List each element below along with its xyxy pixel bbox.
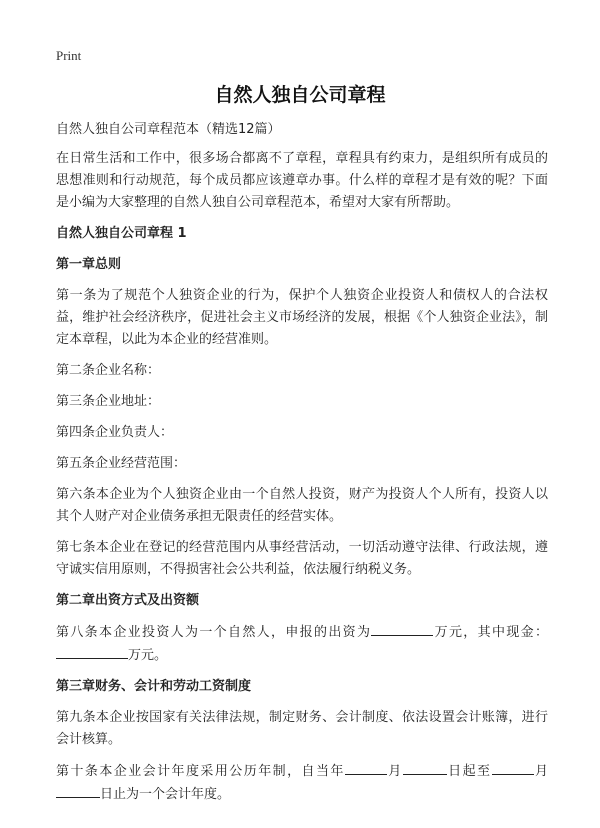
article-8-text-b: 万元，其中现金： xyxy=(433,625,548,640)
blank-line xyxy=(345,760,387,775)
article-10 xyxy=(56,760,548,806)
article-5: 第五条企业经营范围： xyxy=(56,456,187,471)
blank-line xyxy=(492,760,534,775)
page-title: 自然人独自公司章程 xyxy=(214,84,386,106)
article-10-text-d: 月 xyxy=(533,764,548,779)
document-body xyxy=(56,119,548,815)
article-9: 第九条本企业按国家有关法律法规，制定财务、会计制度、依法设置会计账簿，进行会计核算。 xyxy=(56,710,548,747)
intro-paragraph: 在日常生活和工作中，很多场合都离不了章程，章程具有约束力，是组织所有成员的思想准则和行动规范，每个成员都应该遵章办事。什么样的章程才是有效的呢？下面是小编为大家整理的自然人独自公司章程范本，希望对大家有所帮助。 xyxy=(56,151,548,210)
article-10-text-c: 日起至 xyxy=(446,764,492,779)
article-8-text-a: 第八条本企业投资人为一个自然人，申报的出资为 xyxy=(56,625,372,640)
article-10-text-e: 日止为一个会计年度。 xyxy=(100,787,231,802)
article-10-text-b: 月 xyxy=(386,764,403,779)
article-8-text-c: 万元。 xyxy=(128,648,168,663)
subtitle: 自然人独自公司章程范本（精选12篇） xyxy=(56,122,281,137)
article-6: 第六条本企业为个人独资企业由一个自然人投资，财产为投资人个人所有，投资人以其个人财产对企业债务承担无限责任的经营实体。 xyxy=(56,487,548,524)
article-1: 第一条为了规范个人独资企业的行为，保护个人独资企业投资人和债权人的合法权益，维护社会经济秩序，促进社会主义市场经济的发展，根据《个人独资企业法》，制定本章程，以此为本企业的经营准则。 xyxy=(56,288,548,347)
article-2: 第二条企业名称： xyxy=(56,363,161,378)
section-heading: 自然人独自公司章程 1 xyxy=(56,226,187,241)
blank-line xyxy=(403,760,447,775)
article-3: 第三条企业地址： xyxy=(56,394,161,409)
chapter-heading-1: 第一章总则 xyxy=(56,257,122,272)
print-link[interactable]: Print xyxy=(56,48,82,63)
chapter-heading-3: 第三章财务、会计和劳动工资制度 xyxy=(56,679,252,694)
article-4: 第四条企业负责人： xyxy=(56,425,174,440)
blank-line xyxy=(56,644,128,659)
blank-line xyxy=(56,783,100,798)
article-8 xyxy=(56,621,548,667)
article-7: 第七条本企业在登记的经营范围内从事经营活动，一切活动遵守法律、行政法规，遵守诚实信用原则，不得损害社会公共利益，依法履行纳税义务。 xyxy=(56,540,548,577)
article-10-text-a: 第十条本企业会计年度采用公历年制，自当年 xyxy=(56,764,345,779)
blank-line xyxy=(371,621,433,636)
chapter-heading-2: 第二章出资方式及出资额 xyxy=(56,593,200,608)
